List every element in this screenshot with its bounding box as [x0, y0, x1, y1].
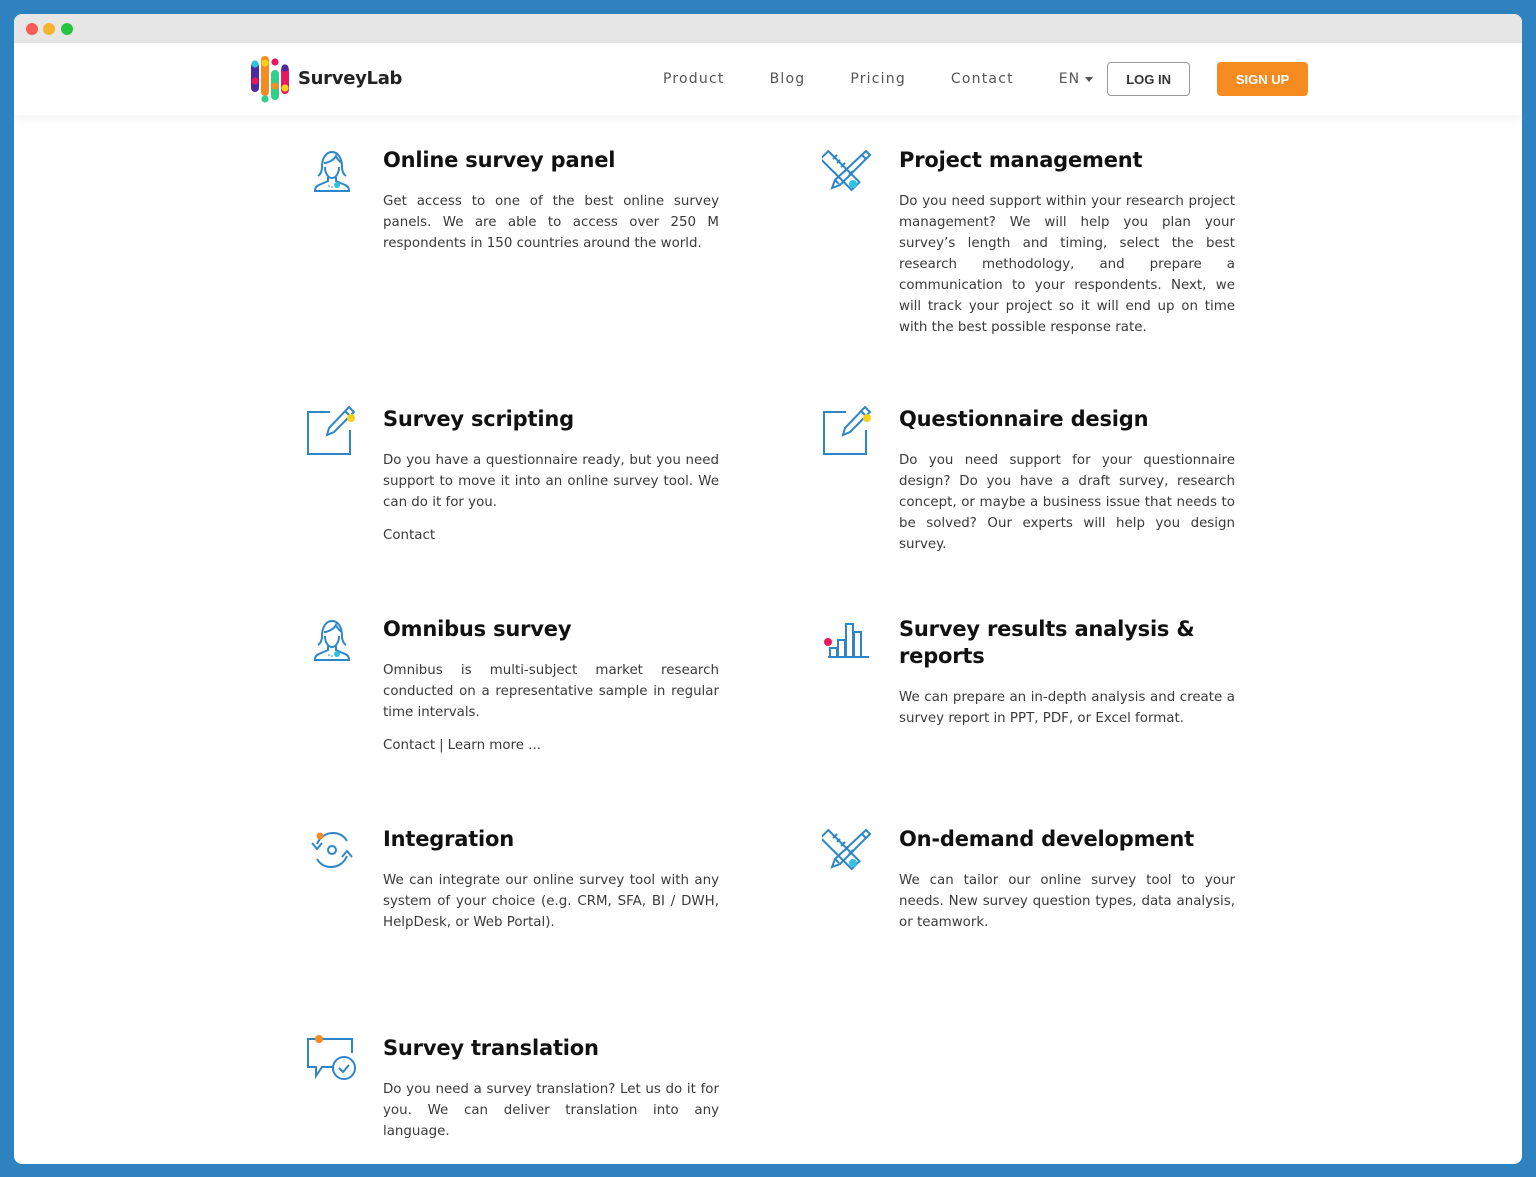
caret-down-icon	[1085, 77, 1093, 82]
login-button[interactable]: LOG IN	[1107, 62, 1190, 96]
nav-contact[interactable]: Contact	[950, 71, 1014, 87]
service-title: Questionnaire design	[899, 407, 1149, 431]
learn-more-link[interactable]: Learn more ...	[447, 738, 542, 753]
maximize-window-button[interactable]	[61, 23, 73, 35]
service-title: Project management	[899, 148, 1143, 172]
signup-button[interactable]: SIGN UP	[1217, 62, 1308, 96]
main-nav	[663, 43, 1308, 115]
person-icon	[306, 145, 358, 197]
service-title: Integration	[383, 827, 515, 851]
service-title: Survey translation	[383, 1036, 599, 1060]
ruler-pencil-icon	[822, 145, 874, 197]
person-icon	[306, 614, 358, 666]
service-links	[383, 526, 719, 546]
service-title: Survey scripting	[383, 407, 574, 431]
browser-titlebar	[14, 14, 1522, 43]
service-title: Omnibus survey	[383, 617, 572, 641]
language-label: EN	[1058, 71, 1081, 87]
surveylab-logo[interactable]	[250, 53, 402, 103]
service-title: Online survey panel	[383, 148, 616, 172]
chat-check-icon	[306, 1033, 358, 1085]
nav-pricing[interactable]: Pricing	[850, 71, 906, 87]
sync-icon	[306, 824, 358, 876]
minimize-window-button[interactable]	[43, 23, 55, 35]
service-title: On-demand development	[899, 827, 1194, 851]
language-selector[interactable]	[1059, 71, 1093, 87]
service-description: We can integrate our online survey tool with any system of your choice (e.g. CRM, SFA, BI / DWH, HelpDesk, or Web Portal).	[383, 873, 719, 930]
ruler-pencil-icon	[822, 824, 874, 876]
logo-text: SurveyLab	[298, 67, 403, 89]
bar-chart-icon	[822, 614, 874, 666]
nav-blog[interactable]: Blog	[769, 71, 806, 87]
service-description: We can prepare an in-depth analysis and create a survey report in PPT, PDF, or Excel format.	[899, 690, 1235, 726]
service-links	[383, 736, 719, 756]
browser-window	[14, 14, 1522, 1164]
service-description: Omnibus is multi-subject market research conducted on a representative sample in regular time intervals.	[383, 663, 719, 720]
site-navbar	[14, 43, 1522, 115]
nav-product[interactable]: Product	[663, 71, 725, 87]
service-description: Do you have a questionnaire ready, but you need support to move it into an online survey tool. We can do it for you.	[383, 453, 719, 510]
edit-icon	[306, 404, 358, 456]
contact-link[interactable]: Contact	[383, 738, 436, 753]
contact-link[interactable]: Contact	[383, 528, 436, 543]
close-window-button[interactable]	[26, 23, 38, 35]
service-description: We can tailor our online survey tool to your needs. New survey question types, data analysis, or teamwork.	[899, 873, 1235, 930]
service-description: Do you need support for your questionnaire design? Do you have a draft survey, research concept, or maybe a business issue that needs to be solved? Our experts will help you design survey.	[899, 453, 1235, 552]
service-title: Survey results analysis & reports	[899, 617, 1195, 668]
link-separator: |	[439, 738, 444, 753]
edit-icon	[822, 404, 874, 456]
service-description: Do you need support within your research project management? We will help you plan your survey’s length and timing, select the best research methodology, and prepare a communication to your respondents. Next, we will track your project so it will end up on time with the best possible response rate.	[899, 194, 1235, 335]
logo-mark-icon	[250, 53, 292, 103]
service-description: Get access to one of the best online survey panels. We are able to access over 250 M respondents in 150 countries around the world.	[383, 194, 719, 251]
service-description: Do you need a survey translation? Let us do it for you. We can deliver translation into any language.	[383, 1082, 719, 1139]
